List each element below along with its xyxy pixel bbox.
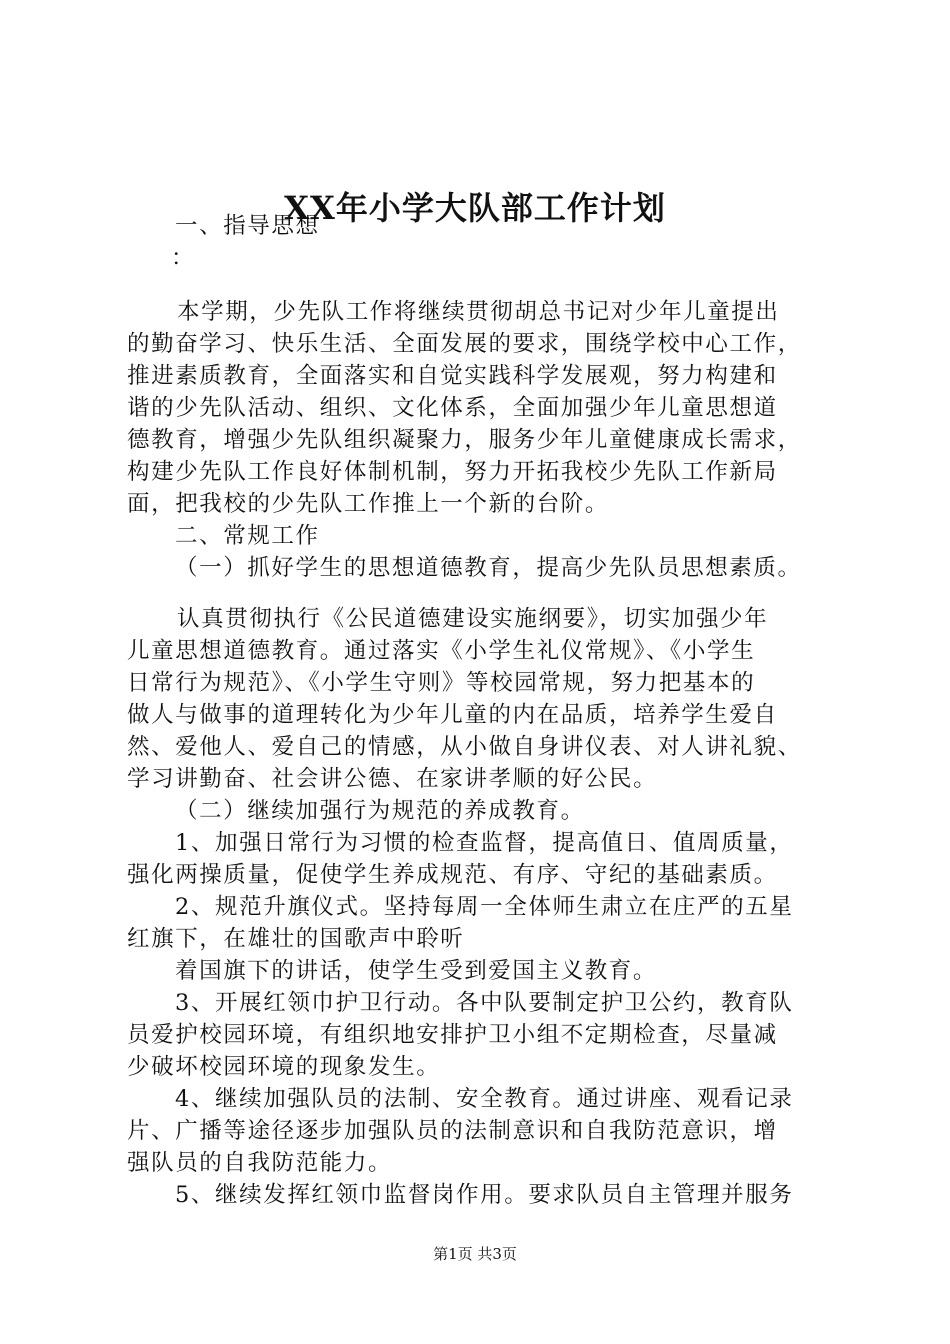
text-line: 面，把我校的少先队工作推上一个新的台阶。 — [127, 491, 610, 517]
page-number: 第1页 共3页 — [433, 1245, 517, 1263]
text-line: 本学期，少先队工作将继续贯彻胡总书记对少年儿童提出 — [177, 299, 780, 325]
text-line: 1、加强日常行为习惯的检查监督，提高值日、值周质量， — [175, 830, 794, 856]
text-line: 4、继续加强队员的法制、安全教育。通过讲座、观看记录 — [175, 1086, 794, 1112]
text-line: 红旗下，在雄壮的国歌声中聆听 — [127, 926, 465, 952]
text-line: ： — [171, 245, 196, 271]
text-line: 的勤奋学习、快乐生活、全面发展的要求，围绕学校中心工作， — [127, 331, 802, 357]
text-line: 学习讲勤奋、社会讲公德、在家讲孝顺的好公民。 — [127, 766, 658, 792]
text-line: 片、广播等途径逐步加强队员的法制意识和自我防范意识，增 — [127, 1118, 778, 1144]
text-line: 3、开展红领巾护卫行动。各中队要制定护卫公约，教育队 — [175, 990, 794, 1016]
text-line: 推进素质教育，全面落实和自觉实践科学发展观，努力构建和 — [127, 363, 778, 389]
text-line: （一）抓好学生的思想道德教育，提高少先队员思想素质。 — [175, 555, 802, 581]
text-line: 着国旗下的讲话，使学生受到爱国主义教育。 — [175, 958, 658, 984]
text-line: 日常行为规范》、《小学生守则》等校园常规，努力把基本的 — [127, 670, 756, 696]
text-line: 然、爱他人、爱自己的情感，从小做自身讲仪表、对人讲礼貌、 — [127, 734, 802, 760]
text-line: 德教育，增强少先队组织凝聚力，服务少年儿童健康成长需求， — [127, 427, 802, 453]
text-line: 强队员的自我防范能力。 — [127, 1150, 393, 1176]
text-line: 少破坏校园环境的现象发生。 — [127, 1054, 441, 1080]
text-line: （二）继续加强行为规范的养成教育。 — [175, 798, 585, 824]
text-line: 2、规范升旗仪式。坚持每周一全体师生肃立在庄严的五星 — [175, 894, 794, 920]
document-title: XX年小学大队部工作计划 — [284, 189, 666, 227]
text-line: 谐的少先队活动、组织、文化体系，全面加强少年儿童思想道 — [127, 395, 778, 421]
text-line: 做人与做事的道理转化为少年儿童的内在品质，培养学生爱自 — [127, 702, 778, 728]
text-line: 认真贯彻执行《公民道德建设实施纲要》，切实加强少年 — [177, 606, 769, 632]
text-line: 员爱护校园环境，有组织地安排护卫小组不定期检查，尽量减 — [127, 1022, 778, 1048]
text-line: 二、常规工作 — [175, 523, 320, 549]
text-line: 强化两操质量，促使学生养成规范、有序、守纪的基础素质。 — [127, 862, 778, 888]
text-line: 5、继续发挥红领巾监督岗作用。要求队员自主管理并服务 — [175, 1182, 794, 1208]
text-line: 一、指导思想 — [175, 213, 320, 239]
text-line: 构建少先队工作良好体制机制，努力开拓我校少先队工作新局 — [127, 459, 778, 485]
text-line: 儿童思想道德教育。通过落实《小学生礼仪常规》、《小学生 — [127, 638, 756, 664]
